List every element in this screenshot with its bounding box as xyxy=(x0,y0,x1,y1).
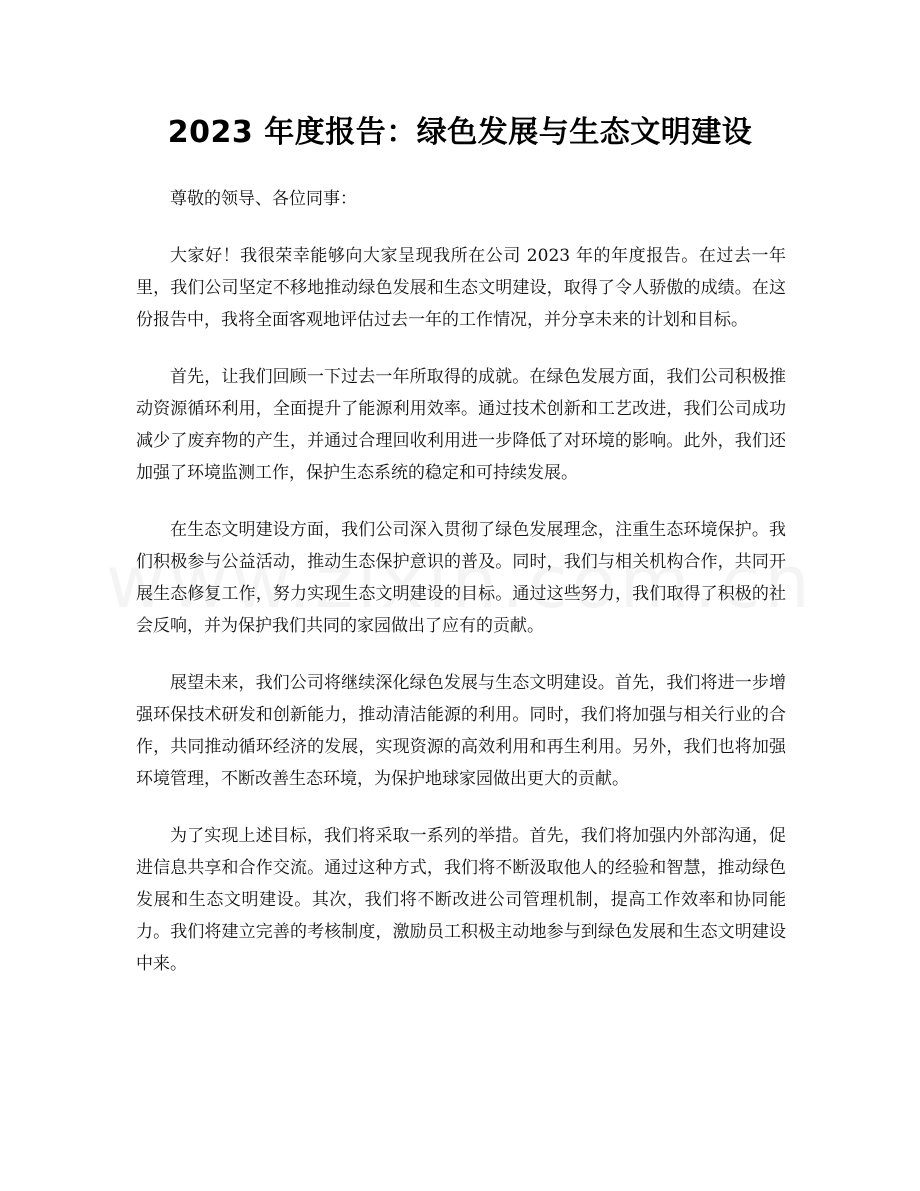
ecological-paragraph: 在生态文明建设方面，我们公司深入贯彻了绿色发展理念，注重生态环境保护。我们积极参与公益活动，推动生态保护意识的普及。同时，我们与相关机构合作，共同开展生态修复工作，努力实现生态文明建设的目标。通过这些努力，我们取得了积极的社会反响，并为保护我们共同的家园做出了应有的贡献。 xyxy=(136,520,786,636)
salutation-paragraph: 尊敬的领导、各位同事： xyxy=(170,189,357,209)
document-title: 2023 年度报告：绿色发展与生态文明建设 xyxy=(167,115,753,150)
measures-paragraph: 为了实现上述目标，我们将采取一系列的举措。首先，我们将加强内外部沟通，促进信息共享和合作交流。通过这种方式，我们将不断汲取他人的经验和智慧，推动绿色发展和生态文明建设。其次，我们将不断改进公司管理机制，提高工作效率和协同能力。我们将建立完善的考核制度，激励员工积极主动地参与到绿色发展和生态文明建设中来。 xyxy=(136,826,786,974)
achievements-paragraph: 首先，让我们回顾一下过去一年所取得的成就。在绿色发展方面，我们公司积极推动资源循环利用，全面提升了能源利用效率。通过技术创新和工艺改进，我们公司成功减少了废弃物的产生，并通过合理回收利用进一步降低了对环境的影响。此外，我们还加强了环境监测工作，保护生态系统的稳定和可持续发展。 xyxy=(136,367,786,483)
outlook-paragraph: 展望未来，我们公司将继续深化绿色发展与生态文明建设。首先，我们将进一步增强环保技术研发和创新能力，推动清洁能源的利用。同时，我们将加强与相关行业的合作，共同推动循环经济的发展，实现资源的高效利用和再生利用。另外，我们也将加强环境管理，不断改善生态环境，为保护地球家园做出更大的贡献。 xyxy=(136,673,786,789)
document-body xyxy=(136,183,786,1005)
intro-paragraph: 大家好！我很荣幸能够向大家呈现我所在公司 2023 年的年度报告。在过去一年里，我们公司坚定不移地推动绿色发展和生态文明建设，取得了令人骄傲的成绩。在这份报告中，我将全面客观地评估过去一年的工作情况，并分享未来的计划和目标。 xyxy=(136,246,786,330)
